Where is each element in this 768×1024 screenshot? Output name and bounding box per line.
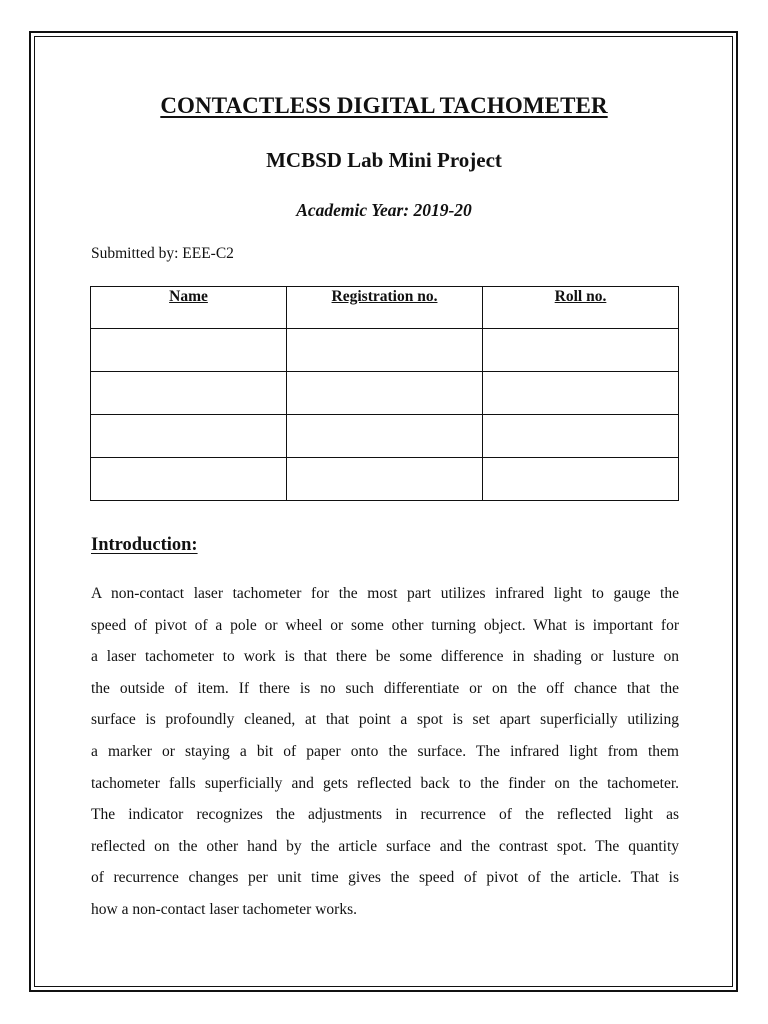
paragraph-line: speed of pivot of a pole or wheel or some other turning object. What is important for [91,616,679,634]
submitted-by: Submitted by: EEE-C2 [91,245,234,262]
table-cell [483,458,679,501]
table-cell [91,458,287,501]
paragraph-line: of recurrence changes per unit time gives the speed of pivot of the article. That is [91,869,679,887]
table-cell [483,372,679,415]
members-table [90,286,679,501]
column-header-name: Name [91,287,287,329]
table-row [91,372,679,415]
table-header-row [91,287,679,329]
paragraph-line: how a non-contact laser tachometer works. [91,900,357,918]
paragraph-line: tachometer falls superficially and gets reflected back to the finder on the tachometer. [91,774,679,792]
table-cell [287,329,483,372]
paragraph-line: reflected on the other hand by the article surface and the contrast spot. The quantity [91,837,679,855]
introduction-paragraph [91,578,679,926]
paragraph-line: a marker or staying a bit of paper onto the surface. The infrared light from them [91,742,679,760]
table-cell [483,415,679,458]
introduction-heading: Introduction: [91,535,198,555]
table-cell [91,372,287,415]
table-cell [287,372,483,415]
paragraph-line: a laser tachometer to work is that there be some difference in shading or lusture on [91,648,679,666]
document-subtitle: MCBSD Lab Mini Project [266,148,502,172]
table-cell [483,329,679,372]
table-cell [91,329,287,372]
column-header-registration: Registration no. [287,287,483,329]
paragraph-line: The indicator recognizes the adjustments in recurrence of the reflected light as [91,806,679,824]
paragraph-line: the outside of item. If there is no such differentiate or on the off chance that the [91,679,679,697]
table-row [91,329,679,372]
column-header-roll: Roll no. [483,287,679,329]
table-cell [91,415,287,458]
paragraph-line: surface is profoundly cleaned, at that point a spot is set apart superficially utilizing [91,711,679,729]
document-title: CONTACTLESS DIGITAL TACHOMETER [160,93,608,118]
paragraph-line: A non-contact laser tachometer for the most part utilizes infrared light to gauge the [91,585,679,602]
table-row [91,458,679,501]
academic-year: Academic Year: 2019-20 [296,200,472,220]
table-cell [287,415,483,458]
table-row [91,415,679,458]
table-cell [287,458,483,501]
